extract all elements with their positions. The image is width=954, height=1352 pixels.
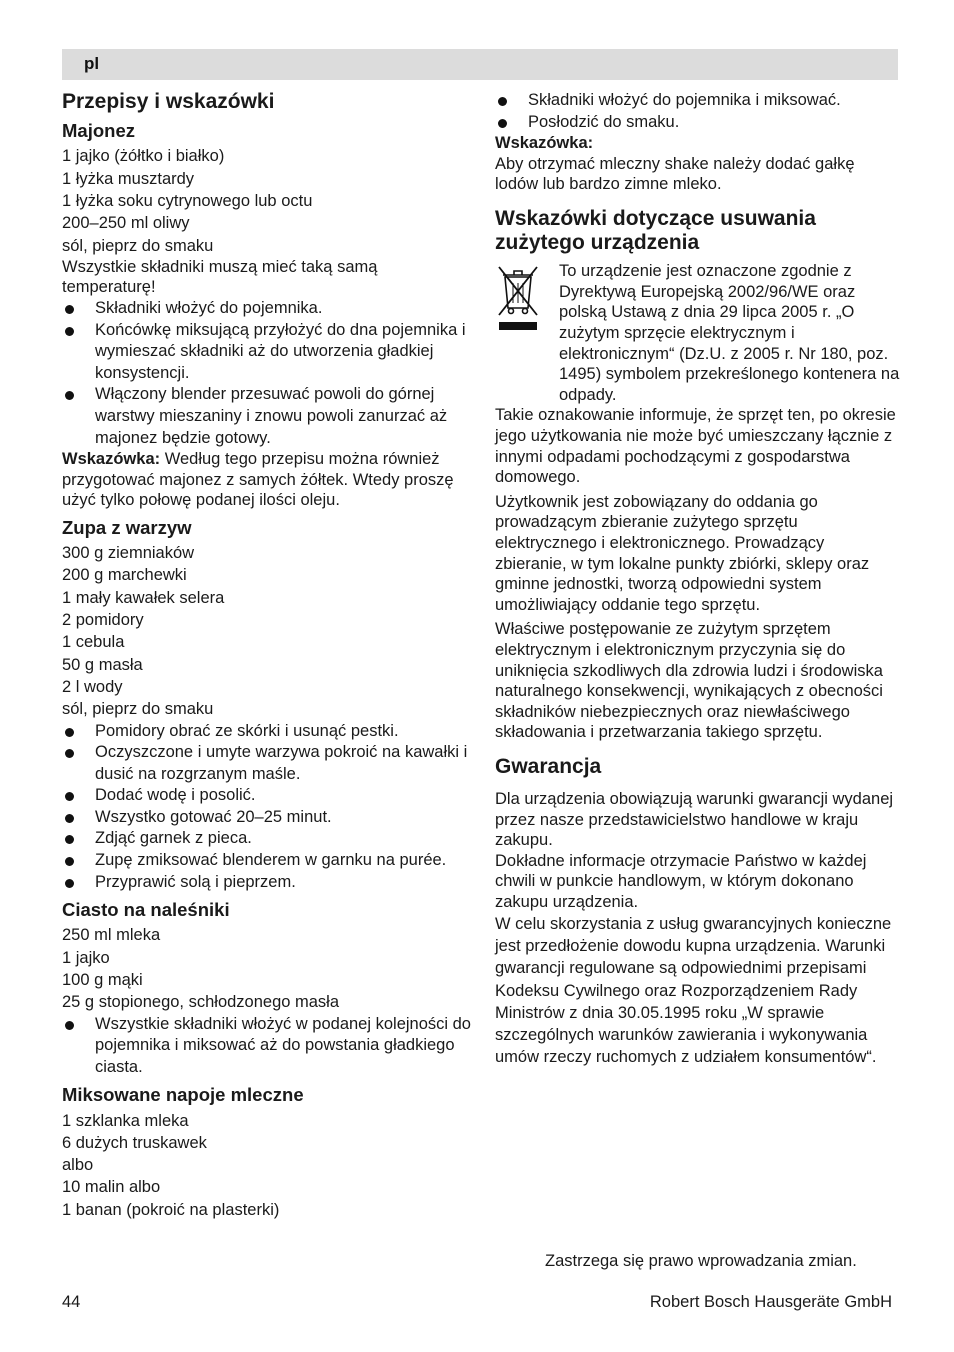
ingredient: 1 jajko bbox=[62, 948, 110, 967]
ingredient: sól, pieprz do smaku bbox=[62, 236, 214, 255]
ingredient: 250 ml mleka bbox=[62, 926, 161, 945]
step-item: Posłodzić do smaku. bbox=[495, 112, 900, 134]
step-item: Przyprawić solą i pieprzem. bbox=[62, 872, 472, 894]
step-item: Włączony blender przesuwać powoli do górnej warstwy mieszaniny i znowu powoli zanurzać aż majonez będzie gotowy. bbox=[62, 384, 472, 449]
ingredient: 300 g ziemniaków bbox=[62, 544, 195, 563]
ingredient: 1 jajko (żółtko i białko) bbox=[62, 147, 225, 166]
milk-heading: Miksowane napoje mleczne bbox=[62, 1084, 304, 1106]
page-number: 44 bbox=[62, 1293, 81, 1311]
tip-text: Według tego przepisu można również przygotować majonez z samych żółtek. Wtedy proszę użyć tylko połowę podanej ilości oleju. bbox=[62, 450, 454, 510]
ingredient: 6 dużych truskawek bbox=[62, 1133, 207, 1152]
soup-steps bbox=[62, 721, 472, 894]
step-item: Oczyszczone i umyte warzywa pokroić na kawałki i dusić na rozgrzanym maśle. bbox=[62, 742, 472, 785]
weee-block bbox=[495, 261, 900, 405]
tip-label: Wskazówka: bbox=[62, 450, 161, 469]
right-column bbox=[495, 90, 900, 1069]
step-item: Wszystko gotować 20–25 minut. bbox=[62, 807, 472, 829]
tip-text: Aby otrzymać mleczny shake należy dodać gałkę lodów lub bardzo zimne mleko. bbox=[495, 154, 855, 194]
ingredient: 2 l wody bbox=[62, 677, 123, 696]
ingredient: 1 mały kawałek selera bbox=[62, 588, 225, 607]
ingredient: albo bbox=[62, 1156, 94, 1175]
ingredient: 1 banan (pokroić na plasterki) bbox=[62, 1200, 280, 1219]
step-item: Pomidory obrać ze skórki i usunąć pestki. bbox=[62, 721, 472, 743]
ingredient: 200 g marchewki bbox=[62, 566, 187, 585]
ingredient: 25 g stopionego, schłodzonego masła bbox=[62, 993, 340, 1012]
disposal-paragraph: Właściwe postępowanie ze zużytym sprzętem elektrycznym i elektronicznym przyczynia się do uniknięcia szkodliwych dla zdrowia ludzi i środowiska naturalnego konsekwencji, wynikających z obecności składników niebezpiecznych oraz niewłaściwego składowania i przetwarzania takiego sprzętu. bbox=[495, 620, 883, 742]
step-item: Zupę zmiksować blenderem w garnku na purée. bbox=[62, 850, 472, 872]
mayo-heading: Majonez bbox=[62, 120, 135, 142]
step-item: Końcówkę miksującą przyłożyć do dna pojemnika i wymieszać składniki aż do utworzenia gładkiej konsystencji. bbox=[62, 320, 472, 385]
closing-note: Zastrzega się prawo wprowadzania zmian. bbox=[545, 1252, 857, 1270]
mayo-steps bbox=[62, 298, 472, 449]
warranty-paragraph: W celu skorzystania z usług gwarancyjnych konieczne jest przedłożenie dowodu kupna urządzenia. Warunki gwarancji regulowane są odpowiednimi przepisami Kodeksu Cywilnego oraz Rozporządzeniem Rady Ministrów z dnia 30.05.1995 roku „W sprawie szczególnych warunków zawierania i wykonywania umów rzeczy ruchomych z udziałem konsumentów“. bbox=[495, 914, 892, 1067]
mayo-intro: Wszystkie składniki muszą mieć taką samą temperaturę! bbox=[62, 257, 378, 297]
ingredient: 1 łyżka soku cytrynowego lub octu bbox=[62, 191, 313, 210]
disposal-heading: Wskazówki dotyczące usuwania zużytego urządzenia bbox=[495, 206, 816, 255]
ingredient: 100 g mąki bbox=[62, 971, 143, 990]
pancake-heading: Ciasto na naleśniki bbox=[62, 899, 230, 921]
language-code: pl bbox=[84, 54, 100, 73]
milk-steps bbox=[495, 90, 900, 133]
ingredient: 200–250 ml oliwy bbox=[62, 214, 190, 233]
language-bar bbox=[62, 49, 898, 80]
crossed-bin-icon bbox=[495, 261, 549, 405]
left-column bbox=[62, 90, 472, 1221]
mayo-tip bbox=[62, 449, 472, 511]
step-item: Zdjąć garnek z pieca. bbox=[62, 828, 472, 850]
step-item: Składniki włożyć do pojemnika i miksować. bbox=[495, 90, 900, 112]
warranty-paragraph: Dokładne informacje otrzymacie Państwo w każdej chwili w punkcie handlowym, w którym dokonano zakupu urządzenia. bbox=[495, 851, 867, 912]
ingredient: 1 cebula bbox=[62, 633, 125, 652]
warranty-paragraph: Dla urządzenia obowiązują warunki gwarancji wydanej przez nasze przedstawicielstwo handlowe w kraju zakupu. bbox=[495, 790, 894, 850]
company-name: Robert Bosch Hausgeräte GmbH bbox=[649, 1293, 892, 1311]
step-item: Składniki włożyć do pojemnika. bbox=[62, 298, 472, 320]
step-item: Wszystkie składniki włożyć w podanej kolejności do pojemnika i miksować aż do powstania gładkiego ciasta. bbox=[62, 1014, 472, 1079]
disposal-paragraph: Takie oznakowanie informuje, że sprzęt ten, po okresie jego użytkowania nie może być umieszczany łącznie z innymi odpadami pochodzącymi z gospodarstwa domowego. bbox=[495, 406, 896, 487]
ingredient: sól, pieprz do smaku bbox=[62, 700, 214, 719]
ingredient: 1 łyżka musztardy bbox=[62, 169, 195, 188]
warranty-heading: Gwarancja bbox=[495, 754, 602, 778]
ingredient: 2 pomidory bbox=[62, 611, 144, 630]
ingredient: 10 malin albo bbox=[62, 1178, 161, 1197]
step-item: Dodać wodę i posolić. bbox=[62, 785, 472, 807]
page-title: Przepisy i wskazówki bbox=[62, 90, 275, 113]
weee-text: To urządzenie jest oznaczone zgodnie z Dyrektywą Europejską 2002/96/WE oraz polską Ustawą z dnia 29 lipca 2005 r. „O zużytym sprzęcie elektrycznym i elektronicznym“ (Dz.U. z 2005 r. Nr 180, poz. 1495) symbolem przekreślonego kontenera na odpady. bbox=[559, 262, 900, 404]
disposal-paragraph: Użytkownik jest zobowiązany do oddania go prowadzącym zbieranie zużytego sprzętu elektrycznego i elektronicznego. Prowadzący zbieranie, w tym lokalne punkty zbiórki, sklepy oraz gminne jednostki, tworzą odpowiedni system umożliwiający oddanie tego sprzętu. bbox=[495, 492, 870, 614]
ingredient: 1 szklanka mleka bbox=[62, 1111, 189, 1130]
soup-heading: Zupa z warzyw bbox=[62, 516, 192, 538]
tip-label: Wskazówka: bbox=[495, 134, 594, 153]
ingredient: 50 g masła bbox=[62, 655, 143, 674]
pancake-steps bbox=[62, 1014, 472, 1079]
